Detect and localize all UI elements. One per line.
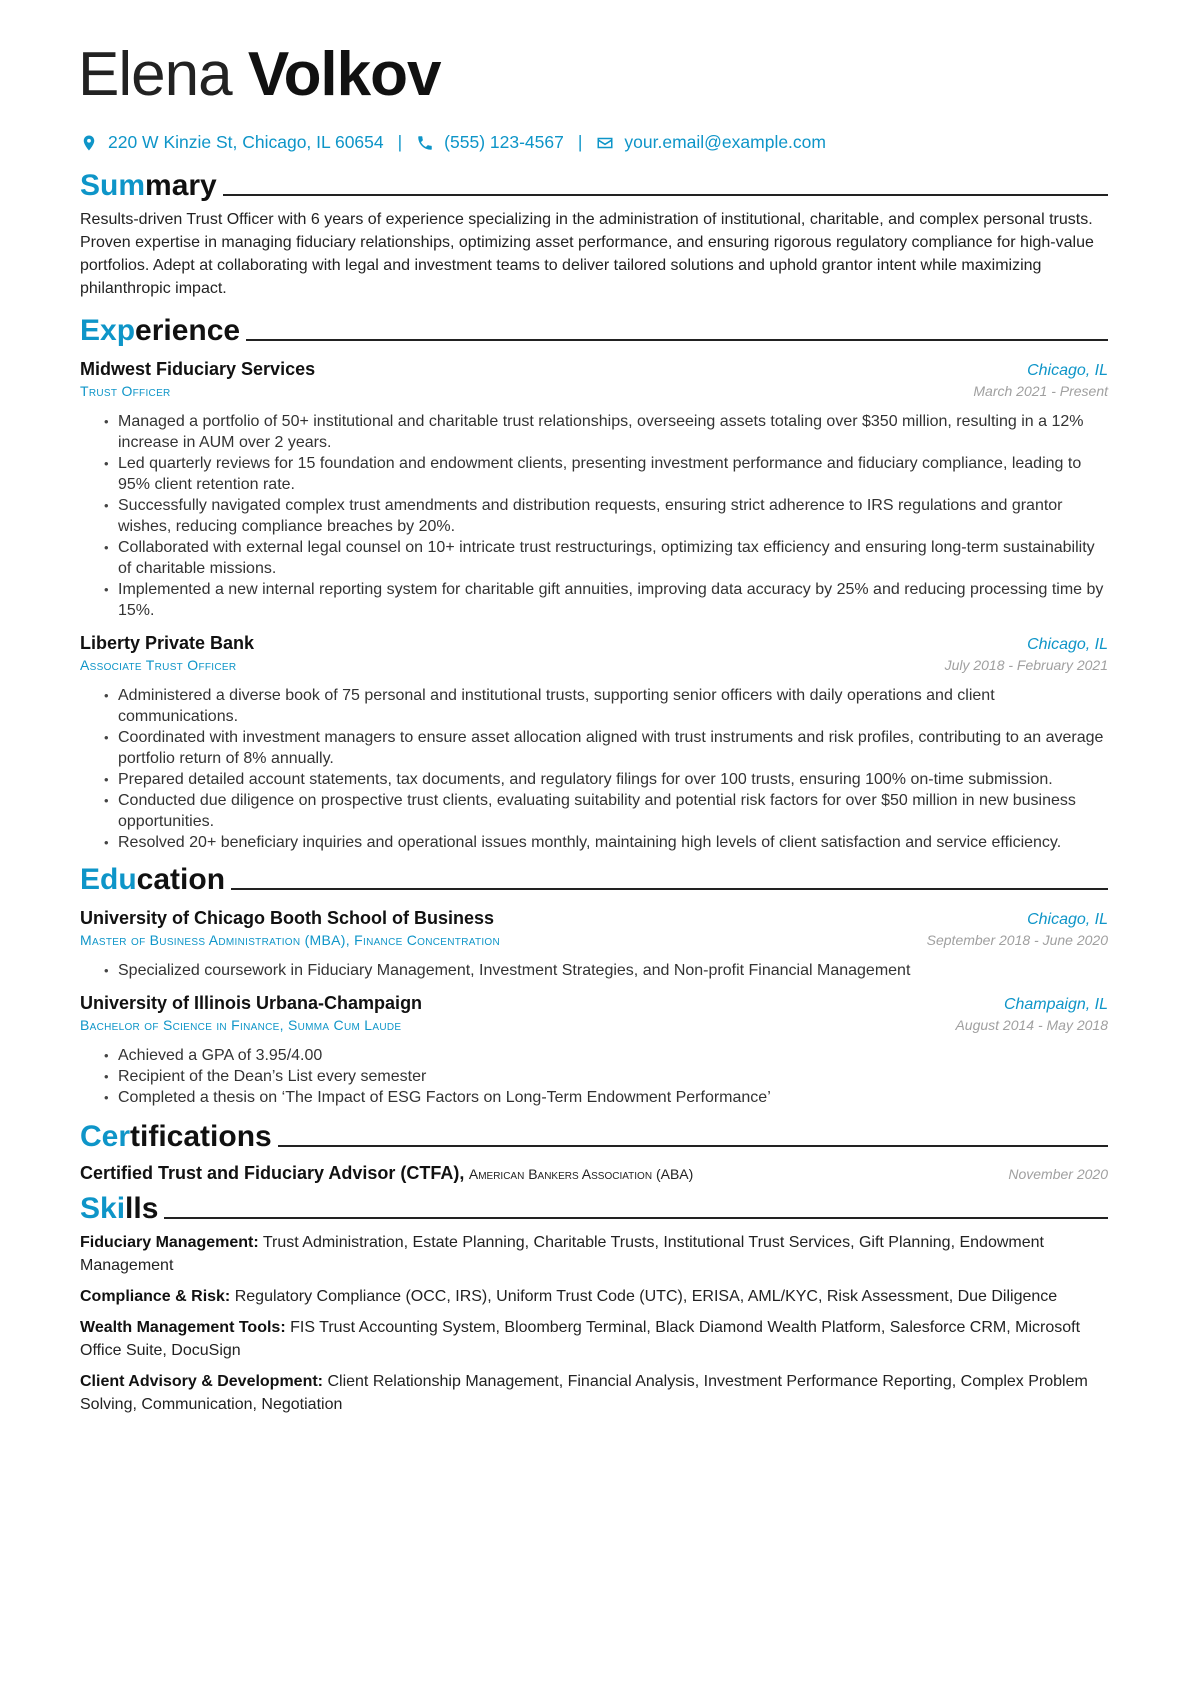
list-item: • Managed a portfolio of 50+ institutional and charitable trust relationships, overseeing assets totaling over $350 million, resulting in a 12% increase in AUM over 2 years. [118, 411, 1108, 453]
employer-name: Midwest Fiduciary Services [80, 359, 316, 379]
map-marker-icon [80, 134, 98, 152]
skills-heading [80, 1192, 1108, 1225]
list-item: • Coordinated with investment managers to ensure asset allocation aligned with trust instruments and risk profiles, contributing to an average portfolio return of 8% annually. [118, 727, 1108, 769]
job-bullets [80, 685, 1108, 853]
school-location: Champaign, IL [1003, 996, 1108, 1013]
summary-text: Results-driven Trust Officer with 6 years of experience specializing in the administration of institutional, charitable, and complex personal trusts. Proven expertise in managing fiduciary relationships, optimizing asset performance, and ensuring rigorous regulatory compliance for high-value portfolios. Adept at collaborating with legal and investment teams to deliver tailored solutions and uphold grantor intent while maximizing philanthropic impact. [80, 211, 1094, 297]
certification-name: Certified Trust and Fiduciary Advisor (CTFA) [80, 1163, 460, 1183]
first-name: Elena [78, 40, 232, 109]
experience-heading [80, 314, 1108, 347]
certification-entry [80, 1163, 1108, 1184]
list-item: • Conducted due diligence on prospective trust clients, evaluating suitability and potential risk factors for over $50 million in new business opportunities. [118, 790, 1108, 832]
school-bullets [80, 1045, 1108, 1108]
skill-group [80, 1316, 1108, 1362]
school-dates: September 2018 - June 2020 [926, 932, 1108, 948]
skill-items: Regulatory Compliance (OCC, IRS), Uniform Trust Code (UTC), ERISA, AML/KYC, Risk Assessment, Due Diligence [234, 1288, 1058, 1305]
certifications-heading [80, 1120, 1108, 1153]
phone-icon [416, 134, 434, 152]
school-bullets [80, 960, 1108, 981]
section-title: Skills [80, 1192, 159, 1225]
job-entry [80, 359, 1108, 621]
skill-group [80, 1285, 1108, 1308]
skill-items: Trust Administration, Estate Planning, Charitable Trusts, Institutional Trust Services, Gift Planning, Endowment Management [80, 1234, 1044, 1274]
email-link: your.email@example.com [624, 132, 826, 152]
school-dates: August 2014 - May 2018 [955, 1017, 1108, 1033]
section-rule [246, 339, 1108, 341]
section-rule [164, 1217, 1108, 1219]
skill-group [80, 1370, 1108, 1416]
skill-items: Client Relationship Management, Financial Analysis, Investment Performance Reporting, Complex Problem Solving, Communication, Negotiation [80, 1373, 1088, 1413]
address-text: 220 W Kinzie St, Chicago, IL 60654 [108, 132, 384, 152]
job-location: Chicago, IL [1027, 362, 1108, 379]
summary-heading [80, 169, 1108, 202]
list-item: • Achieved a GPA of 3.95/4.00 [118, 1045, 1108, 1066]
section-rule [231, 888, 1108, 890]
section-rule [278, 1145, 1108, 1147]
skill-label: Wealth Management Tools: [80, 1319, 286, 1336]
section-title: Education [80, 863, 226, 896]
education-entry [80, 908, 1108, 981]
school-location: Chicago, IL [1027, 911, 1108, 928]
job-entry [80, 633, 1108, 853]
section-title: Experience [80, 314, 241, 347]
job-title: Trust Officer [80, 383, 171, 399]
job-location: Chicago, IL [1027, 636, 1108, 653]
skill-items: FIS Trust Accounting System, Bloomberg Terminal, Black Diamond Wealth Platform, Salesforce CRM, Microsoft Office Suite, DocuSign [80, 1319, 1081, 1359]
school-name: University of Chicago Booth School of Business [80, 908, 495, 928]
list-item: • Resolved 20+ beneficiary inquiries and operational issues monthly, maintaining high levels of client satisfaction and service efficiency. [118, 832, 1108, 853]
certification-comma: , [459, 1163, 465, 1183]
school-name: University of Illinois Urbana-Champaign [80, 993, 423, 1013]
job-dates: March 2021 - Present [973, 383, 1108, 399]
contact-separator: | [577, 132, 583, 152]
education-heading [80, 863, 1108, 896]
list-item: • Completed a thesis on ‘The Impact of ESG Factors on Long-Term Endowment Performance’ [118, 1087, 1108, 1108]
certification-issuer: American Bankers Association (ABA) [468, 1166, 694, 1182]
contact-address [80, 132, 384, 153]
list-item: • Led quarterly reviews for 15 foundation and endowment clients, presenting investment performance and fiduciary compliance, leading to 95% client retention rate. [118, 453, 1108, 495]
phone-text: (555) 123-4567 [444, 132, 564, 152]
employer-name: Liberty Private Bank [80, 633, 255, 653]
list-item: • Prepared detailed account statements, tax documents, and regulatory filings for over 100 trusts, ensuring 100% on-time submission. [118, 769, 1108, 790]
skill-label: Fiduciary Management: [80, 1234, 259, 1251]
skill-label: Compliance & Risk: [80, 1288, 231, 1305]
section-title: Certifications [80, 1120, 272, 1153]
list-item: • Successfully navigated complex trust amendments and distribution requests, ensuring strict adherence to IRS regulations and grantor wishes, reducing compliance breaches by 20%. [118, 495, 1108, 537]
contact-phone[interactable] [416, 132, 564, 153]
section-rule [223, 194, 1108, 196]
education-entry [80, 993, 1108, 1108]
last-name: Volkov [247, 40, 441, 109]
job-bullets [80, 411, 1108, 621]
list-item: • Implemented a new internal reporting system for charitable gift annuities, improving data accuracy by 25% and reducing processing time by 15%. [118, 579, 1108, 621]
contact-separator: | [397, 132, 403, 152]
section-title: Summary [80, 169, 217, 202]
job-dates: July 2018 - February 2021 [944, 657, 1108, 673]
skill-label: Client Advisory & Development: [80, 1373, 324, 1390]
degree: Master of Business Administration (MBA), Finance Concentration [80, 932, 501, 948]
envelope-icon [596, 134, 614, 152]
candidate-name [78, 40, 1108, 109]
list-item: • Collaborated with external legal counsel on 10+ intricate trust restructurings, optimizing tax efficiency and ensuring long-term sustainability of charitable missions. [118, 537, 1108, 579]
list-item: • Recipient of the Dean’s List every semester [118, 1066, 1108, 1087]
skill-group [80, 1231, 1108, 1277]
list-item: • Administered a diverse book of 75 personal and institutional trusts, supporting senior officers with daily operations and client communications. [118, 685, 1108, 727]
certification-date: November 2020 [1008, 1166, 1108, 1182]
contact-email[interactable] [596, 132, 826, 153]
contact-info [80, 132, 1108, 153]
list-item: • Specialized coursework in Fiduciary Management, Investment Strategies, and Non-profit Financial Management [118, 960, 1108, 981]
degree: Bachelor of Science in Finance, Summa Cum Laude [80, 1017, 402, 1033]
job-title: Associate Trust Officer [80, 657, 237, 673]
